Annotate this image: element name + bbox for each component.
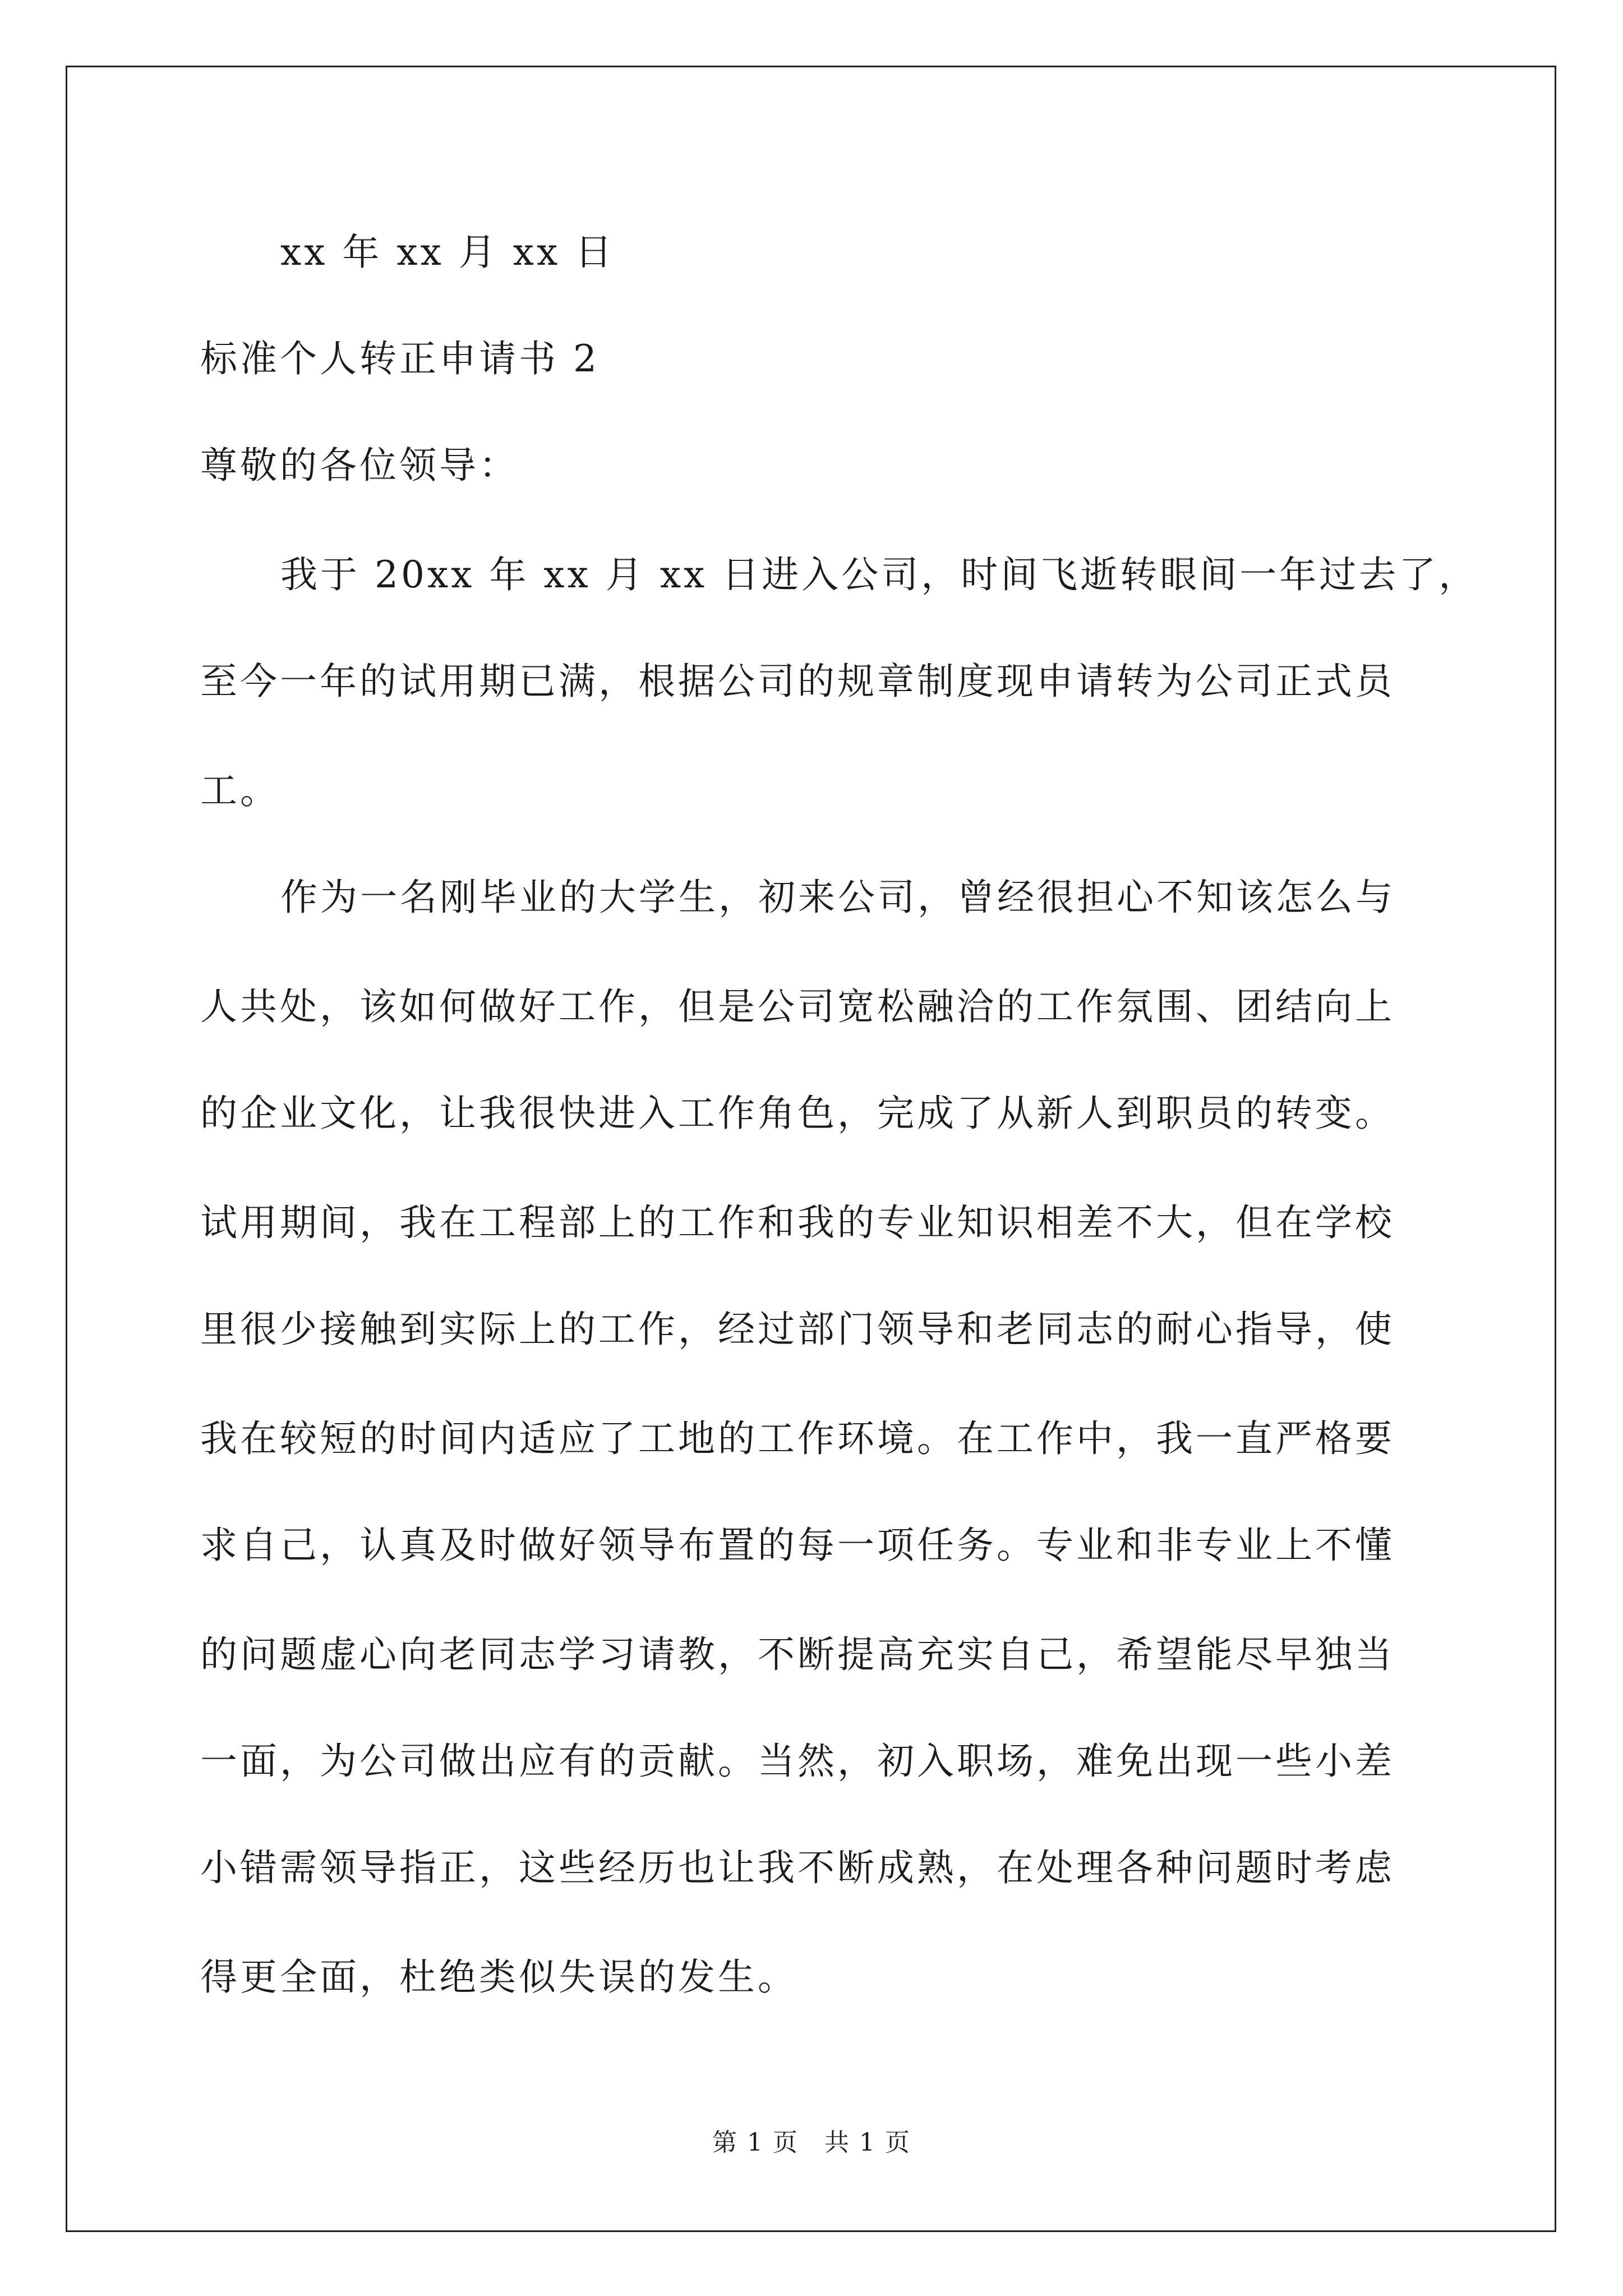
paragraph-2-line: 的问题虚心向老同志学习请教，不断提高充实自己，希望能尽早独当	[200, 1633, 1395, 1676]
paragraph-2-line: 求自己，认真及时做好领导布置的每一项任务。专业和非专业上不懂	[200, 1524, 1395, 1567]
paragraph-1-line: 我于 20xx 年 xx 月 xx 日进入公司，时间飞逝转眼间一年过去了，	[280, 553, 1479, 596]
paragraph-2-line: 一面，为公司做出应有的贡献。当然，初入职场，难免出现一些小差	[200, 1740, 1395, 1783]
page-footer: 第 1 页 共 1 页	[712, 2128, 911, 2157]
date-line: xx 年 xx 月 xx 日	[280, 231, 615, 274]
page-border	[66, 66, 1556, 2232]
paragraph-2-line: 里很少接触到实际上的工作，经过部门领导和老同志的耐心指导，使	[200, 1308, 1395, 1351]
paragraph-1-line: 至今一年的试用期已满，根据公司的规章制度现申请转为公司正式员	[200, 660, 1395, 703]
paragraph-1-line: 工。	[200, 769, 280, 812]
paragraph-2-line: 人共处，该如何做好工作，但是公司宽松融洽的工作氛围、团结向上	[200, 985, 1395, 1028]
paragraph-2-line: 试用期间，我在工程部上的工作和我的专业知识相差不大，但在学校	[200, 1201, 1395, 1244]
paragraph-2-line: 得更全面，杜绝类似失误的发生。	[200, 1955, 797, 1999]
salutation: 尊敬的各位领导：	[200, 444, 519, 487]
paragraph-2-line: 的企业文化，让我很快进入工作角色，完成了从新人到职员的转变。	[200, 1092, 1395, 1135]
paragraph-2-line: 作为一名刚毕业的大学生，初来公司，曾经很担心不知该怎么与	[280, 876, 1395, 919]
document-title: 标准个人转正申请书 2	[200, 337, 600, 380]
paragraph-2-line: 我在较短的时间内适应了工地的工作环境。在工作中，我一直严格要	[200, 1417, 1395, 1460]
paragraph-2-line: 小错需领导指正，这些经历也让我不断成熟，在处理各种问题时考虑	[200, 1846, 1395, 1889]
